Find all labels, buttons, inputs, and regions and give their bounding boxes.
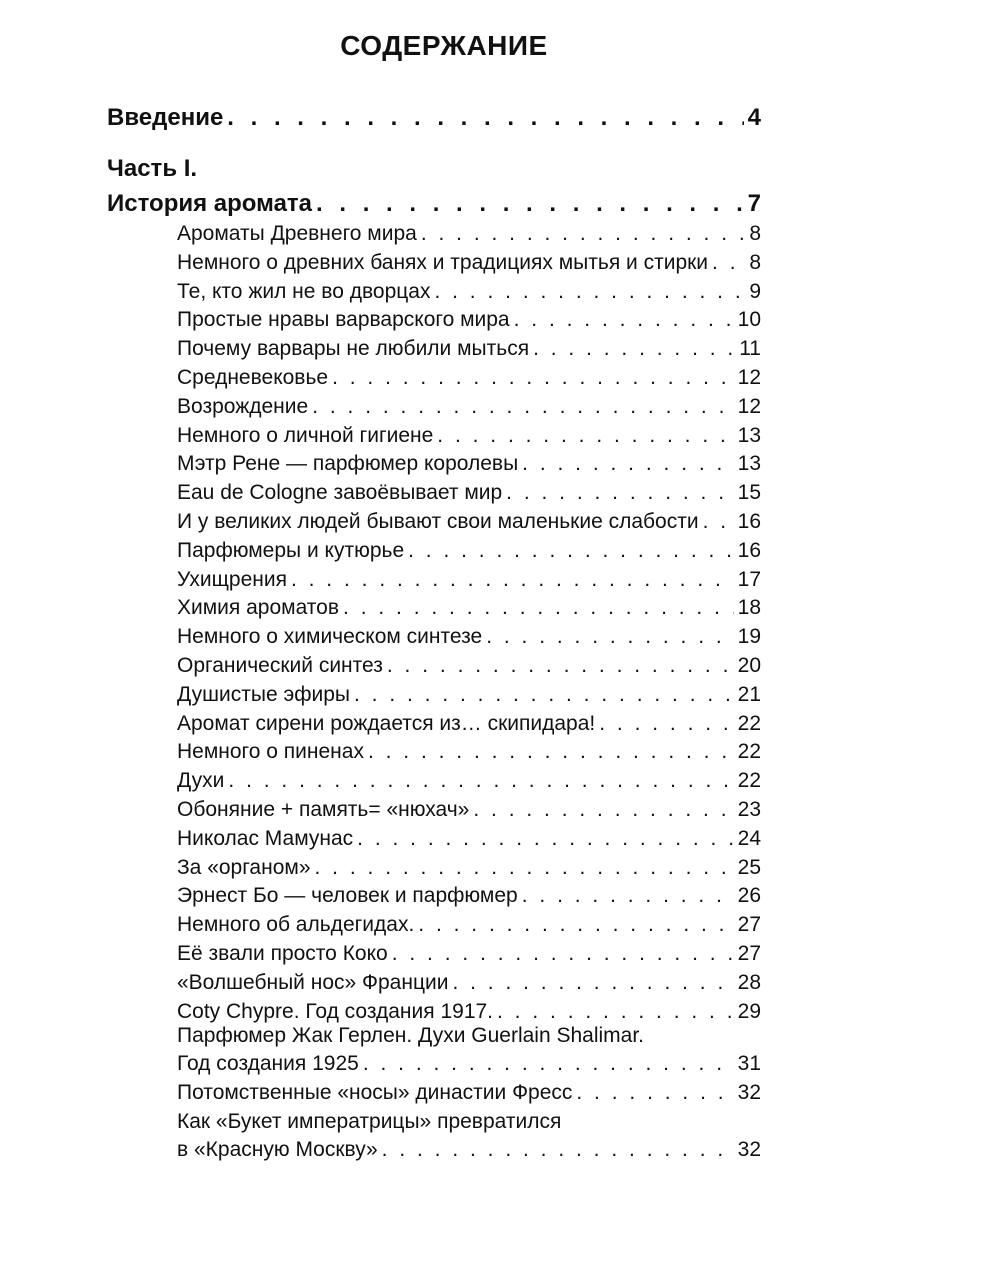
entry-page: 4	[747, 104, 761, 131]
toc-entry	[177, 539, 761, 563]
dot-leader	[418, 913, 733, 937]
dot-leader	[473, 798, 733, 822]
dot-leader	[576, 1081, 733, 1105]
toc-entry	[177, 251, 761, 275]
entry-page: 28	[737, 970, 761, 994]
entry-label: Душистые эфиры	[177, 682, 350, 706]
page-title: СОДЕРЖАНИЕ	[340, 30, 548, 61]
entry-page: 11	[739, 337, 761, 361]
entry-page: 17	[737, 567, 761, 591]
entry-label: «Волшебный нос» Франции	[177, 970, 449, 994]
toc-entry	[177, 856, 761, 880]
toc-entry	[177, 827, 761, 851]
entry-label: Духи	[177, 769, 225, 793]
toc-entry	[177, 395, 761, 419]
dot-leader	[452, 971, 733, 995]
entry-page: 13	[737, 423, 761, 447]
toc-entry	[177, 222, 761, 246]
dot-leader	[368, 740, 734, 764]
entry-page: 22	[737, 740, 761, 764]
toc-entry-part-title	[107, 190, 761, 218]
toc-entry	[177, 568, 761, 592]
toc-entry	[177, 596, 761, 620]
dot-leader	[227, 104, 743, 132]
entry-label: Мэтр Рене — парфюмер королевы	[177, 452, 519, 476]
dot-leader	[354, 683, 734, 707]
entry-label: Органический синтез	[177, 654, 383, 677]
dot-leader	[533, 337, 735, 361]
dot-leader	[437, 424, 733, 448]
dot-leader	[312, 395, 733, 419]
toc-entry	[177, 712, 761, 736]
dot-leader	[522, 884, 734, 908]
entry-page: 16	[737, 510, 761, 533]
entry-label: Обоняние + память= «нюхач»	[177, 798, 470, 821]
dot-leader	[712, 251, 745, 275]
toc-entry	[177, 1081, 761, 1105]
entry-label: Химия ароматов	[177, 596, 340, 620]
entry-page: 8	[749, 222, 761, 245]
entry-label: Потомственные «носы» династии Фресс	[177, 1081, 573, 1104]
toc-entry	[177, 280, 761, 304]
dot-leader	[387, 654, 734, 678]
toc-entry	[177, 913, 761, 937]
entry-label: Coty Chypre. Год создания 1917.	[177, 999, 494, 1023]
toc-entry	[177, 971, 761, 995]
entry-label: Средневековье	[177, 366, 329, 389]
entry-page: 15	[737, 481, 761, 505]
entry-page: 21	[737, 682, 761, 706]
entry-page: 22	[737, 711, 761, 735]
entry-label: Немного о пиненах	[177, 740, 364, 764]
toc-entry	[177, 337, 761, 361]
entry-page: 23	[737, 798, 761, 821]
toc-entry	[177, 654, 761, 678]
dot-leader	[522, 452, 733, 476]
dot-leader	[228, 769, 733, 793]
dot-leader	[434, 280, 745, 304]
entry-label: Немного об альдегидах.	[177, 913, 415, 937]
entry-page: 13	[737, 452, 761, 476]
entry-label: Её звали просто Коко	[177, 942, 388, 965]
toc-entry-line1: Как «Букет императрицы» превратился	[177, 1110, 562, 1133]
toc-entry	[177, 683, 761, 707]
part-label: Часть I.	[107, 155, 198, 182]
entry-label: Немного о личной гигиене	[177, 423, 434, 447]
entry-label: Простые нравы варварского мира	[177, 308, 510, 332]
entry-label: Возрождение	[177, 394, 309, 418]
entry-label: Почему варвары не любили мыться	[177, 337, 530, 361]
entry-label: Парфюмеры и кутюрье	[177, 538, 405, 562]
entry-page: 27	[737, 913, 761, 937]
entry-page: 12	[737, 394, 761, 418]
dot-leader	[363, 1052, 734, 1076]
dot-leader	[291, 568, 734, 592]
toc-entry	[177, 769, 761, 793]
toc-entry	[177, 366, 761, 390]
toc-entry	[177, 740, 761, 764]
entry-page: 26	[737, 884, 761, 908]
dot-leader	[421, 222, 745, 246]
entry-page: 32	[737, 1138, 761, 1161]
entry-label: Введение	[107, 104, 224, 131]
toc-entry	[177, 510, 761, 534]
dot-leader	[357, 827, 733, 851]
entry-page: 9	[749, 279, 761, 303]
dot-leader	[332, 366, 734, 390]
entry-label: Аромат сирени рождается из… скипидара!	[177, 711, 596, 735]
dot-leader	[703, 510, 734, 534]
entry-page: 18	[737, 596, 761, 620]
entry-label: Немного о древних банях и традициях мытья и стирки	[177, 250, 709, 274]
toc-entry-multiline	[177, 1052, 761, 1076]
toc-entry-line1: Парфюмер Жак Герлен. Духи Guerlain Shalimar.	[177, 1024, 645, 1047]
entry-page: 22	[737, 769, 761, 793]
dot-leader	[316, 190, 744, 218]
dot-leader	[408, 539, 734, 563]
entry-page: 12	[737, 366, 761, 389]
dot-leader	[506, 481, 733, 505]
toc-entry	[177, 481, 761, 505]
entry-page: 24	[737, 826, 761, 850]
entry-page: 10	[737, 308, 761, 332]
dot-leader	[599, 712, 733, 736]
dot-leader	[382, 1138, 734, 1162]
entry-label: Те, кто жил не во дворцах	[177, 279, 431, 303]
dot-leader	[343, 596, 734, 620]
entry-label: Николас Мамунас	[177, 826, 354, 850]
entry-page: 20	[737, 654, 761, 677]
dot-leader	[497, 1000, 734, 1024]
dot-leader	[392, 942, 734, 966]
toc-entry	[177, 452, 761, 476]
entry-label: Ароматы Древнего мира	[177, 222, 417, 245]
toc-entry-introduction	[107, 104, 761, 132]
entry-page: 25	[737, 855, 761, 879]
toc-entry	[177, 942, 761, 966]
entry-page: 29	[737, 999, 761, 1023]
entry-label: За «органом»	[177, 855, 311, 879]
toc-entry	[177, 625, 761, 649]
toc-entry	[177, 308, 761, 332]
entry-label: История аромата	[107, 190, 313, 217]
entry-label: Эрнест Бо — человек и парфюмер	[177, 884, 518, 908]
entry-page: 32	[737, 1081, 761, 1104]
dot-leader	[514, 308, 734, 332]
entry-page: 8	[749, 250, 761, 274]
entry-page: 31	[737, 1052, 761, 1075]
toc-entry-multiline	[177, 1138, 761, 1162]
entry-label: Немного о химическом синтезе	[177, 625, 483, 649]
dot-leader	[486, 625, 733, 649]
entry-label: И у великих людей бывают свои маленькие слабости	[177, 510, 699, 533]
entry-label: Ухищрения	[177, 567, 287, 591]
toc-entry	[177, 798, 761, 822]
toc-entry	[177, 884, 761, 908]
entry-label: в «Красную Москву»	[177, 1138, 378, 1161]
entry-label: Eau de Cologne завоёвывает мир	[177, 481, 503, 505]
entry-page: 7	[747, 190, 761, 217]
entry-page: 27	[737, 942, 761, 965]
toc-entry	[177, 424, 761, 448]
toc-entry	[177, 1000, 761, 1024]
entry-label: Год создания 1925	[177, 1052, 359, 1075]
entry-page: 16	[737, 538, 761, 562]
entry-page: 19	[737, 625, 761, 649]
dot-leader	[315, 856, 734, 880]
